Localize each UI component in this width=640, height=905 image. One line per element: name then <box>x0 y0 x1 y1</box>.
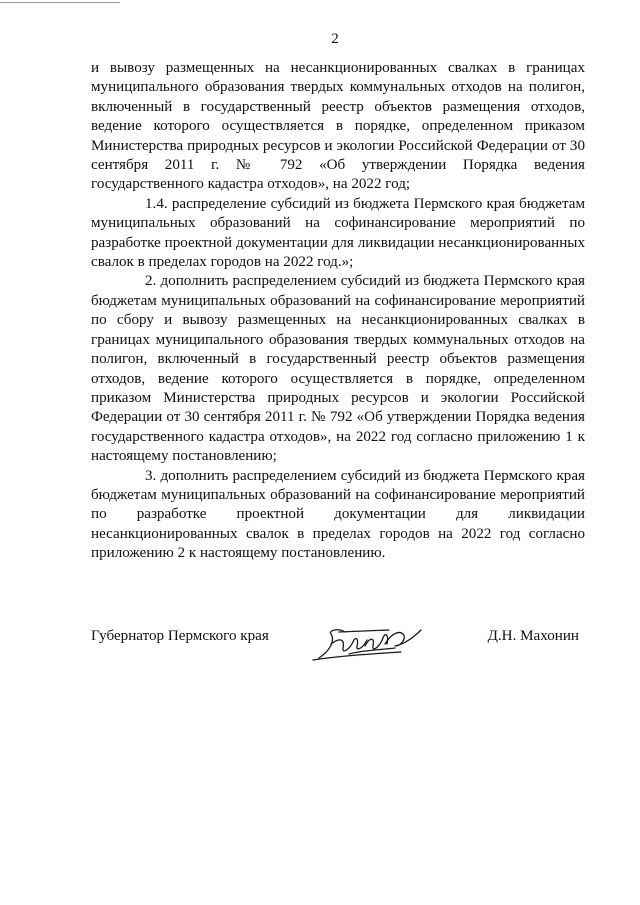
document-body <box>91 59 585 564</box>
scan-edge-line <box>0 2 120 3</box>
handwritten-signature <box>309 620 429 668</box>
paragraph-item-3: 3. дополнить распределением субсидий из бюджета Пермского края бюджетам муниципальных образований на софинансирование мероприятий по разработке проектной документации для ликвидации несанкционированных свалок в пределах городов на 2022 год согласно приложению 2 к настоящему постановлению. <box>91 467 585 562</box>
paragraph-item-1-4: 1.4. распределение субсидий из бюджета Пермского края бюджетам муниципальных образований на софинансирование мероприятий по разработке проектной документации для ликвидации несанкционированных свалок в пределах городов на 2022 год.»; <box>91 195 585 271</box>
signer-name: Д.Н. Махонин <box>487 628 579 644</box>
signer-title: Губернатор Пермского края <box>91 628 269 644</box>
page-number: 2 <box>331 31 339 47</box>
signature-block <box>91 620 585 670</box>
paragraph-item-2: 2. дополнить распределением субсидий из бюджета Пермского края бюджетам муниципальных образований на софинансирование мероприятий по сбору и вывозу размещенных на несанкционированных свалках в границах муниципального образования твердых коммунальных отходов на полигон, включенный в государственный реестр объектов размещения отходов, ведение которого осуществляется в порядке, определенном приказом Министерства природных ресурсов и экологии Российской Федерации от 30 сентября 2011 г. № 792 «Об утверждении Порядка ведения государственного кадастра отходов», на 2022 год согласно приложению 1 к настоящему постановлению; <box>91 273 585 465</box>
paragraph-continuation: и вывозу размещенных на несанкционированных свалках в границах муниципального образования твердых коммунальных отходов на полигон, включенный в государственный реестр объектов размещения отходов, ведение которого осуществляется в порядке, определенном приказом Министерства природных ресурсов и экологии Российской Федерации от 30 сентября 2011 г. № 792 «Об утверждении Порядка ведения государственного кадастра отходов», на 2022 год; <box>91 60 585 193</box>
